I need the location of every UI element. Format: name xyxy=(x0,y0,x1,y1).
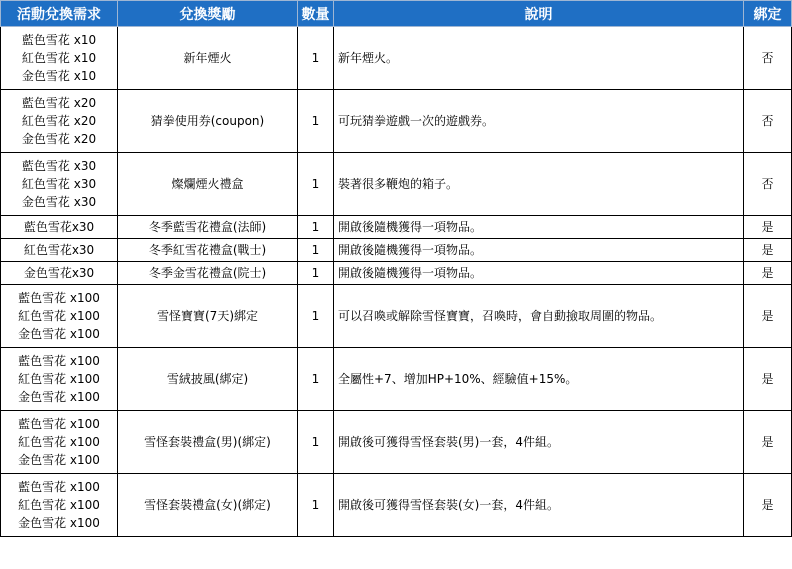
requirement-line: 藍色雪花 x30 xyxy=(21,159,97,173)
binding-cell: 是 xyxy=(744,239,792,262)
description-cell: 開啟後隨機獲得一項物品。 xyxy=(334,262,744,285)
table-row xyxy=(1,153,792,216)
quantity-cell: 1 xyxy=(298,27,334,90)
requirement-line: 金色雪花 x100 xyxy=(18,516,100,530)
reward-cell: 雪怪套裝禮盒(女)(綁定) xyxy=(118,474,298,537)
binding-cell: 是 xyxy=(744,216,792,239)
requirement-line: 金色雪花 x30 xyxy=(21,195,97,209)
header-requirement: 活動兌換需求 xyxy=(1,1,118,27)
requirement-line: 金色雪花 x100 xyxy=(18,390,100,404)
requirement-line: 藍色雪花 x100 xyxy=(18,417,100,431)
requirement-cell xyxy=(1,153,118,216)
quantity-cell: 1 xyxy=(298,239,334,262)
table-row xyxy=(1,262,792,285)
table-row xyxy=(1,474,792,537)
table-row xyxy=(1,90,792,153)
requirement-line: 紅色雪花 x10 xyxy=(21,51,97,65)
description-cell: 開啟後可獲得雪怪套裝(女)一套，4件組。 xyxy=(334,474,744,537)
quantity-cell: 1 xyxy=(298,216,334,239)
table-body xyxy=(1,27,792,537)
description-cell: 可以召喚或解除雪怪寶寶，召喚時，會自動撿取周圍的物品。 xyxy=(334,285,744,348)
quantity-cell: 1 xyxy=(298,411,334,474)
header-binding: 綁定 xyxy=(744,1,792,27)
requirement-line: 藍色雪花 x100 xyxy=(18,354,100,368)
table-row xyxy=(1,348,792,411)
quantity-cell: 1 xyxy=(298,153,334,216)
binding-cell: 否 xyxy=(744,153,792,216)
table-row xyxy=(1,411,792,474)
reward-cell: 猜拳使用券(coupon) xyxy=(118,90,298,153)
header-quantity: 數量 xyxy=(298,1,334,27)
header-reward: 兌換獎勵 xyxy=(118,1,298,27)
reward-cell: 冬季金雪花禮盒(院士) xyxy=(118,262,298,285)
reward-cell: 新年煙火 xyxy=(118,27,298,90)
requirement-line: 紅色雪花 x100 xyxy=(18,498,100,512)
requirement-line: 金色雪花 x10 xyxy=(21,69,97,83)
binding-cell: 否 xyxy=(744,90,792,153)
reward-cell: 雪怪套裝禮盒(男)(綁定) xyxy=(118,411,298,474)
requirement-cell xyxy=(1,285,118,348)
quantity-cell: 1 xyxy=(298,474,334,537)
requirement-line: 紅色雪花 x30 xyxy=(21,177,97,191)
quantity-cell: 1 xyxy=(298,285,334,348)
requirement-cell xyxy=(1,27,118,90)
requirement-line: 藍色雪花 x10 xyxy=(21,33,97,47)
reward-cell: 冬季藍雪花禮盒(法師) xyxy=(118,216,298,239)
reward-cell: 冬季紅雪花禮盒(戰士) xyxy=(118,239,298,262)
reward-cell: 燦爛煙火禮盒 xyxy=(118,153,298,216)
requirement-line: 金色雪花 x100 xyxy=(18,327,100,341)
table-row xyxy=(1,27,792,90)
requirement-line: 紅色雪花 x100 xyxy=(18,372,100,386)
binding-cell: 是 xyxy=(744,262,792,285)
header-row xyxy=(1,1,792,27)
requirement-line: 紅色雪花 x20 xyxy=(21,114,97,128)
binding-cell: 是 xyxy=(744,285,792,348)
requirement-line: 金色雪花 x20 xyxy=(21,132,97,146)
requirement-line: 藍色雪花 x20 xyxy=(21,96,97,110)
requirement-cell xyxy=(1,348,118,411)
requirement-line: 藍色雪花x30 xyxy=(23,220,95,234)
requirement-line: 金色雪花x30 xyxy=(23,266,95,280)
binding-cell: 是 xyxy=(744,348,792,411)
description-cell: 全屬性+7、增加HP+10%、經驗值+15%。 xyxy=(334,348,744,411)
requirement-line: 藍色雪花 x100 xyxy=(18,291,100,305)
binding-cell: 是 xyxy=(744,474,792,537)
requirement-cell xyxy=(1,239,118,262)
description-cell: 開啟後隨機獲得一項物品。 xyxy=(334,216,744,239)
requirement-line: 紅色雪花 x100 xyxy=(18,309,100,323)
requirement-line: 藍色雪花 x100 xyxy=(18,480,100,494)
requirement-cell xyxy=(1,90,118,153)
description-cell: 可玩猜拳遊戲一次的遊戲券。 xyxy=(334,90,744,153)
description-cell: 新年煙火。 xyxy=(334,27,744,90)
quantity-cell: 1 xyxy=(298,90,334,153)
quantity-cell: 1 xyxy=(298,348,334,411)
binding-cell: 是 xyxy=(744,411,792,474)
table-row xyxy=(1,239,792,262)
header-description: 說明 xyxy=(334,1,744,27)
requirement-cell xyxy=(1,474,118,537)
description-cell: 開啟後隨機獲得一項物品。 xyxy=(334,239,744,262)
table-row xyxy=(1,216,792,239)
requirement-cell xyxy=(1,411,118,474)
requirement-cell xyxy=(1,216,118,239)
quantity-cell: 1 xyxy=(298,262,334,285)
requirement-cell xyxy=(1,262,118,285)
requirement-line: 紅色雪花 x100 xyxy=(18,435,100,449)
reward-cell: 雪怪寶寶(7天)綁定 xyxy=(118,285,298,348)
requirement-line: 金色雪花 x100 xyxy=(18,453,100,467)
description-cell: 開啟後可獲得雪怪套裝(男)一套，4件組。 xyxy=(334,411,744,474)
requirement-line: 紅色雪花x30 xyxy=(23,243,95,257)
description-cell: 裝著很多鞭炮的箱子。 xyxy=(334,153,744,216)
table-row xyxy=(1,285,792,348)
reward-cell: 雪絨披風(綁定) xyxy=(118,348,298,411)
binding-cell: 否 xyxy=(744,27,792,90)
